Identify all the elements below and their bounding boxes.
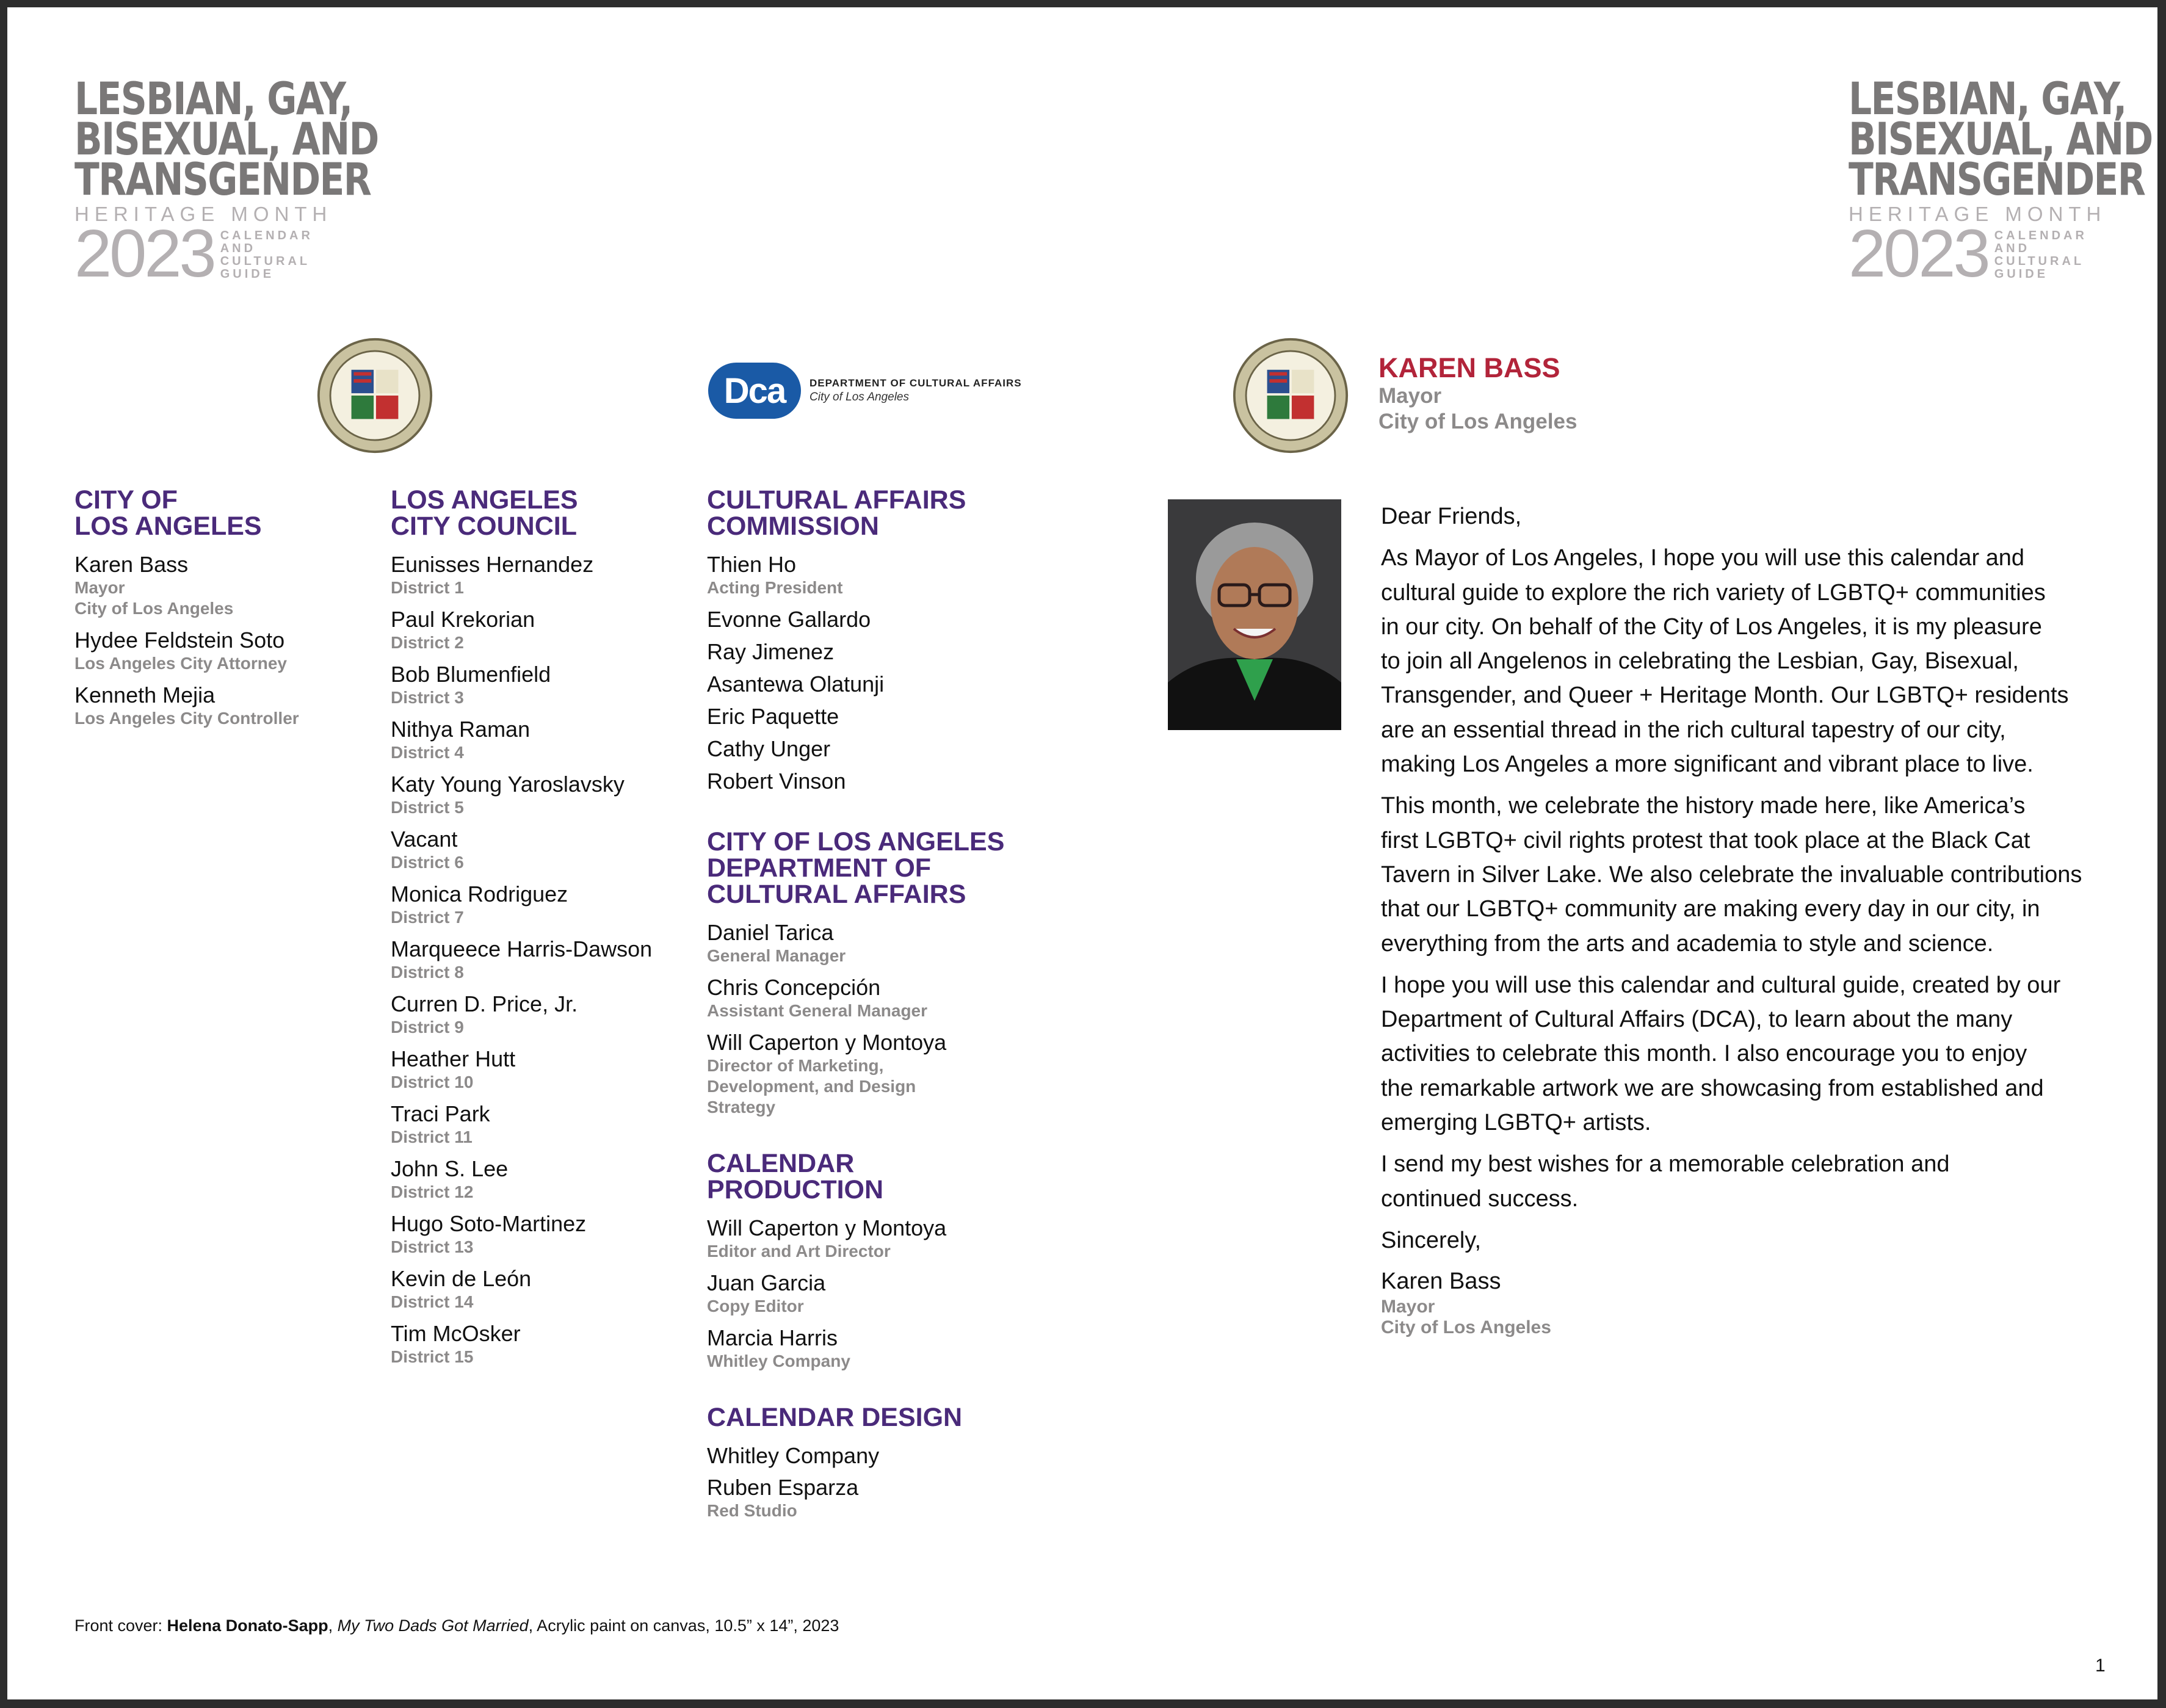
person-name: Will Caperton y Montoya — [707, 1215, 947, 1240]
council-member-name: Paul Krekorian — [391, 607, 535, 632]
mayor-header — [1378, 353, 1577, 435]
council-member-name: John S. Lee — [391, 1156, 509, 1181]
logo-sub-2: AND — [1994, 242, 2030, 255]
person-entry — [707, 920, 1049, 966]
person-role: Strategy — [707, 1098, 776, 1116]
letter-greeting: Dear Friends, — [1381, 504, 1522, 529]
council-member-name: Curren D. Price, Jr. — [391, 991, 578, 1016]
person-role: Red Studio — [707, 1501, 797, 1520]
council-member — [391, 1101, 708, 1148]
logo-line-1: LESBIAN, GAY, — [74, 73, 352, 125]
letter-closing: Sincerely, — [1381, 1227, 1482, 1253]
person-name: Daniel Tarica — [707, 920, 834, 945]
letter-line: everything from the arts and academia to style and science. — [1381, 930, 1994, 957]
letter-line: that our LGBTQ+ community are making every day in our city, in — [1381, 896, 2040, 922]
person-entry — [707, 1443, 1049, 1469]
council-district: District 4 — [391, 743, 464, 762]
person-role: Copy Editor — [707, 1297, 804, 1315]
signature-name: Karen Bass — [1381, 1268, 1501, 1295]
council-district: District 7 — [391, 908, 464, 927]
commissioner-name: Evonne Gallardo — [707, 607, 871, 632]
logo-line-2: BISEXUAL, AND — [74, 114, 379, 165]
credits-column — [707, 487, 1049, 1530]
dca-name: DEPARTMENT OF CULTURAL AFFAIRS — [810, 377, 1022, 389]
credit-label: Front cover: — [74, 1616, 167, 1635]
logo-line-3: TRANSGENDER — [1849, 154, 2145, 206]
person-role: Director of Marketing, — [707, 1056, 884, 1075]
council-member-name: Vacant — [391, 827, 458, 852]
dca-abbr: Dca — [708, 363, 801, 419]
person-name: Marcia Harris — [707, 1325, 838, 1350]
dca-logo — [708, 363, 1022, 419]
person-name: Hydee Feldstein Soto — [74, 628, 285, 653]
letter-line: Department of Cultural Affairs (DCA), to learn about the many — [1381, 1007, 2013, 1033]
title-line: LOS ANGELES — [391, 485, 578, 515]
commissioner-name: Cathy Unger — [707, 736, 831, 761]
person-role: City of Los Angeles — [74, 599, 234, 618]
council-member-name: Eunisses Hernandez — [391, 552, 594, 577]
logo-sub-2: AND — [220, 242, 256, 255]
council-member-name: Tim McOsker — [391, 1321, 521, 1346]
council-district: District 10 — [391, 1073, 474, 1091]
letter-line: emerging LGBTQ+ artists. — [1381, 1110, 1651, 1136]
mayor-name: KAREN BASS — [1378, 352, 1560, 383]
letter-line: first LGBTQ+ civil rights protest that took place at the Black Cat — [1381, 827, 2030, 853]
council-member — [391, 881, 708, 928]
person-name: Whitley Company — [707, 1443, 880, 1468]
council-member-name: Hugo Soto-Martinez — [391, 1211, 587, 1236]
title-line: LOS ANGELES — [74, 512, 262, 541]
council-member-name: Monica Rodriguez — [391, 881, 568, 906]
commissioner-name: Asantewa Olatunji — [707, 671, 885, 697]
city-officials-column — [74, 487, 368, 737]
logo-sub-3: CULTURAL — [1994, 255, 2085, 268]
council-district: District 9 — [391, 1018, 464, 1037]
letter-paragraph — [1381, 1147, 2089, 1216]
letter-paragraph — [1381, 968, 2089, 1140]
council-member-name: Marqueece Harris-Dawson — [391, 936, 653, 961]
letter-line: continued success. — [1381, 1185, 1579, 1212]
person-entry — [707, 1325, 1049, 1372]
mayor-portrait-photo — [1168, 499, 1341, 730]
letter-line: Transgender, and Queer + Heritage Month. Our LGBTQ+ residents — [1381, 682, 2069, 709]
page-number: 1 — [2095, 1656, 2106, 1676]
document-page — [7, 7, 2157, 1699]
council-member-name: Bob Blumenfield — [391, 662, 551, 687]
council-member-name: Traci Park — [391, 1101, 490, 1126]
council-district: District 12 — [391, 1182, 474, 1201]
person-role: General Manager — [707, 946, 846, 965]
letter-line: Tavern in Silver Lake. We also celebrate the invaluable contributions — [1381, 861, 2082, 888]
title-line: CALENDAR — [707, 1149, 855, 1178]
credit-sep: , — [328, 1616, 338, 1635]
section-title-design: CALENDAR DESIGN — [707, 1403, 963, 1432]
letter-line: cultural guide to explore the rich variety of LGBTQ+ communities — [1381, 579, 2046, 606]
person-entry — [74, 682, 368, 729]
logo-sub-1: CALENDAR — [220, 229, 313, 242]
council-district: District 2 — [391, 633, 464, 652]
commissioner-name: Eric Paquette — [707, 704, 839, 729]
letter-line: As Mayor of Los Angeles, I hope you will use this calendar and — [1381, 545, 2025, 571]
person-role: Development, and Design — [707, 1077, 916, 1096]
person-entry — [707, 1270, 1049, 1317]
council-member — [391, 827, 708, 873]
city-seal-icon — [316, 337, 433, 454]
signature-city: City of Los Angeles — [1381, 1317, 1551, 1338]
letter-signature — [1381, 1266, 2089, 1338]
person-name: Ruben Esparza — [707, 1475, 859, 1500]
person-role: Los Angeles City Attorney — [74, 654, 287, 673]
council-member — [391, 991, 708, 1038]
section-title-commission — [707, 487, 1049, 540]
letter-line: activities to celebrate this month. I also encourage you to enjoy — [1381, 1041, 2027, 1067]
person-name: Kenneth Mejia — [74, 682, 216, 707]
credit-work: My Two Dads Got Married — [337, 1616, 529, 1635]
council-member-name: Katy Young Yaroslavsky — [391, 772, 625, 797]
section-title-city — [74, 487, 368, 540]
person-entry — [74, 552, 368, 619]
logo-year: 2023 — [1849, 216, 1988, 291]
letter-line: This month, we celebrate the history made here, like America’s — [1381, 793, 2026, 819]
letter-line: I send my best wishes for a memorable celebration and — [1381, 1151, 1950, 1178]
commission-member-list — [707, 607, 1049, 794]
letter-paragraph — [1381, 541, 2089, 781]
logo-line-1: LESBIAN, GAY, — [1849, 73, 2126, 125]
credit-details: , Acrylic paint on canvas, 10.5” x 14”, 2023 — [528, 1616, 839, 1635]
council-district: District 11 — [391, 1127, 473, 1146]
council-member-name: Nithya Raman — [391, 717, 531, 742]
section-title-production — [707, 1151, 1049, 1203]
letter-line: to join all Angelenos in celebrating the Lesbian, Gay, Bisexual, — [1381, 648, 2019, 675]
person-role: Whitley Company — [707, 1352, 850, 1370]
council-district: District 3 — [391, 688, 464, 707]
section-title-council — [391, 487, 708, 540]
letter-line: the remarkable artwork we are showcasing from established and — [1381, 1075, 2044, 1101]
logo-sub-4: GUIDE — [1994, 267, 2049, 281]
mayor-letter — [1381, 499, 2089, 1338]
letter-line: are an essential thread in the rich cultural tapestry of our city, — [1381, 717, 2006, 743]
council-member — [391, 1321, 708, 1367]
person-role: Assistant General Manager — [707, 1001, 928, 1020]
person-role: Editor and Art Director — [707, 1242, 891, 1261]
council-member — [391, 936, 708, 983]
council-member — [391, 662, 708, 708]
title-line: COMMISSION — [707, 512, 879, 541]
title-line: CITY COUNCIL — [391, 512, 577, 541]
title-line: PRODUCTION — [707, 1175, 884, 1204]
logo-line-3: TRANSGENDER — [74, 154, 371, 206]
credit-artist: Helena Donato-Sapp — [167, 1616, 328, 1635]
council-member — [391, 772, 708, 818]
letter-line: in our city. On behalf of the City of Los Angeles, it is my pleasure — [1381, 613, 2042, 640]
logo-sub-4: GUIDE — [220, 267, 275, 281]
logo-year: 2023 — [74, 216, 214, 291]
commissioner-name: Robert Vinson — [707, 769, 846, 794]
cover-credit — [74, 1616, 839, 1635]
council-member — [391, 1211, 708, 1257]
heritage-month-logo-left — [74, 73, 379, 291]
person-entry — [74, 628, 368, 674]
council-district: District 13 — [391, 1237, 474, 1256]
council-member — [391, 1046, 708, 1093]
council-member — [391, 552, 708, 598]
person-entry — [707, 1215, 1049, 1262]
council-district: District 6 — [391, 853, 464, 872]
person-entry — [707, 552, 1049, 598]
signature-title: Mayor — [1381, 1297, 1435, 1317]
council-district: District 14 — [391, 1292, 474, 1311]
logo-heritage: HERITAGE MONTH — [1849, 203, 2107, 225]
person-role: Mayor — [74, 578, 125, 597]
council-member — [391, 717, 708, 763]
mayor-city: City of Los Angeles — [1378, 410, 1577, 433]
title-line: CITY OF LOS ANGELES — [707, 827, 1005, 856]
council-district: District 5 — [391, 798, 464, 817]
council-district: District 15 — [391, 1347, 474, 1366]
logo-sub-1: CALENDAR — [1994, 229, 2087, 242]
heritage-month-logo-right — [1849, 73, 2153, 291]
council-district: District 1 — [391, 578, 464, 597]
council-member — [391, 607, 708, 653]
person-name: Chris Concepción — [707, 975, 881, 1000]
logo-line-2: BISEXUAL, AND — [1849, 114, 2153, 165]
section-title-department — [707, 829, 1049, 908]
person-entry — [707, 1030, 1049, 1118]
council-member — [391, 1156, 708, 1203]
commissioner-name: Ray Jimenez — [707, 639, 835, 664]
person-entry — [707, 975, 1049, 1021]
mayor-title: Mayor — [1378, 384, 1442, 408]
title-line: CULTURAL AFFAIRS — [707, 485, 966, 515]
letter-line: making Los Angeles a more significant and vibrant place to live. — [1381, 751, 2034, 778]
city-seal-icon — [1232, 337, 1349, 454]
council-member — [391, 1266, 708, 1312]
dca-city: City of Los Angeles — [810, 391, 909, 403]
person-name: Thien Ho — [707, 552, 797, 577]
person-name: Will Caperton y Montoya — [707, 1030, 947, 1055]
title-line: CITY OF — [74, 485, 178, 515]
city-council-column — [391, 487, 708, 1376]
person-name: Karen Bass — [74, 552, 189, 577]
council-member-list — [391, 552, 708, 1367]
letter-line: I hope you will use this calendar and cultural guide, created by our — [1381, 972, 2061, 998]
person-role: Los Angeles City Controller — [74, 709, 299, 728]
council-member-name: Heather Hutt — [391, 1046, 516, 1071]
logo-heritage: HERITAGE MONTH — [74, 203, 333, 225]
person-entry — [707, 1475, 1049, 1521]
title-line: CULTURAL AFFAIRS — [707, 880, 966, 909]
logo-sub-3: CULTURAL — [220, 255, 311, 268]
person-role: Acting President — [707, 578, 843, 597]
council-member-name: Kevin de León — [391, 1266, 532, 1291]
letter-paragraph — [1381, 789, 2089, 960]
title-line: DEPARTMENT OF — [707, 853, 932, 883]
council-district: District 8 — [391, 963, 464, 982]
person-name: Juan Garcia — [707, 1270, 826, 1295]
